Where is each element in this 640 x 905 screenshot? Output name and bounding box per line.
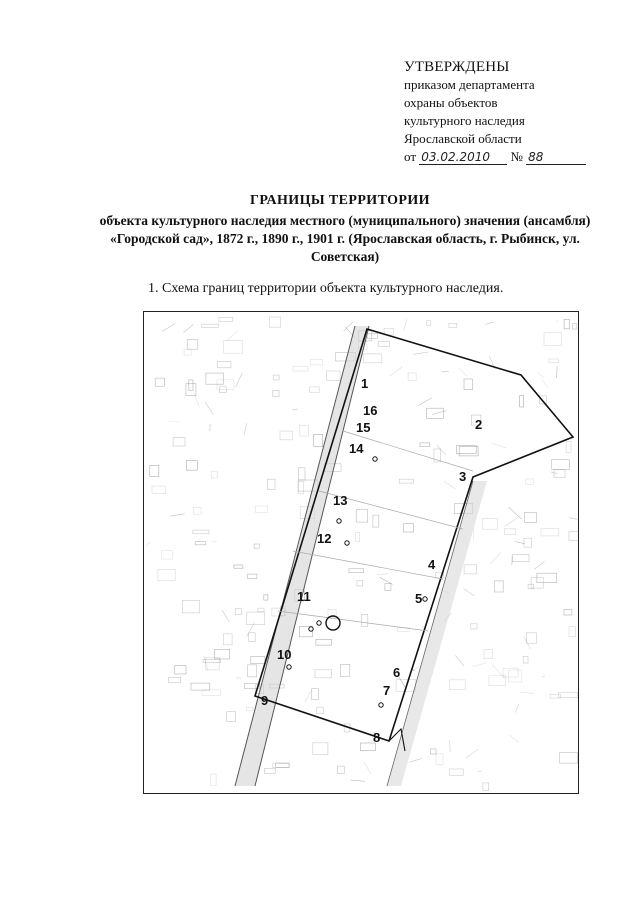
point-label-6: 6 <box>393 665 401 680</box>
approval-line: приказом департамента <box>404 77 535 92</box>
point-label-5: 5 <box>415 591 423 606</box>
handwritten-number: 88 <box>526 151 586 165</box>
point-label-12: 12 <box>317 531 332 546</box>
boundary-map-drawing <box>143 311 579 794</box>
approval-stamp <box>404 58 604 166</box>
point-label-1: 1 <box>361 376 369 391</box>
approval-line: культурного наследия <box>404 113 525 128</box>
point-label-15: 15 <box>356 420 371 435</box>
point-label-14: 14 <box>349 441 364 456</box>
point-label-8: 8 <box>373 730 381 745</box>
number-prefix: № <box>510 149 523 164</box>
document-title-text: ГРАНИЦЫ ТЕРРИТОРИИ <box>250 193 430 208</box>
approval-line: Ярославской области <box>404 131 522 146</box>
date-prefix: от <box>404 149 417 164</box>
handwritten-date: 03.02.2010 <box>419 151 507 165</box>
document-title <box>80 192 600 214</box>
point-label-4: 4 <box>428 557 436 572</box>
boundary-map <box>143 311 579 794</box>
point-label-11: 11 <box>297 589 311 604</box>
point-label-16: 16 <box>363 403 378 418</box>
document-subtitle: объекта культурного наследия местного (муниципального) значения (ансамбля) «Городской сад», 1872 г., 1890 г., 1901 г. (Ярославская область, г. Рыбинск, ул. Советская) <box>99 213 591 264</box>
approval-line: охраны объектов <box>404 95 498 110</box>
point-label-3: 3 <box>459 469 467 484</box>
point-label-2: 2 <box>475 417 483 432</box>
approval-heading: УТВЕРЖДЕНЫ <box>404 59 510 75</box>
section-heading: 1. Схема границ территории объекта культурного наследия. <box>148 281 504 296</box>
point-label-10: 10 <box>277 647 292 662</box>
approval-date-row <box>404 148 604 166</box>
point-label-9: 9 <box>261 693 269 708</box>
point-label-13: 13 <box>333 493 348 508</box>
point-label-7: 7 <box>383 683 391 698</box>
